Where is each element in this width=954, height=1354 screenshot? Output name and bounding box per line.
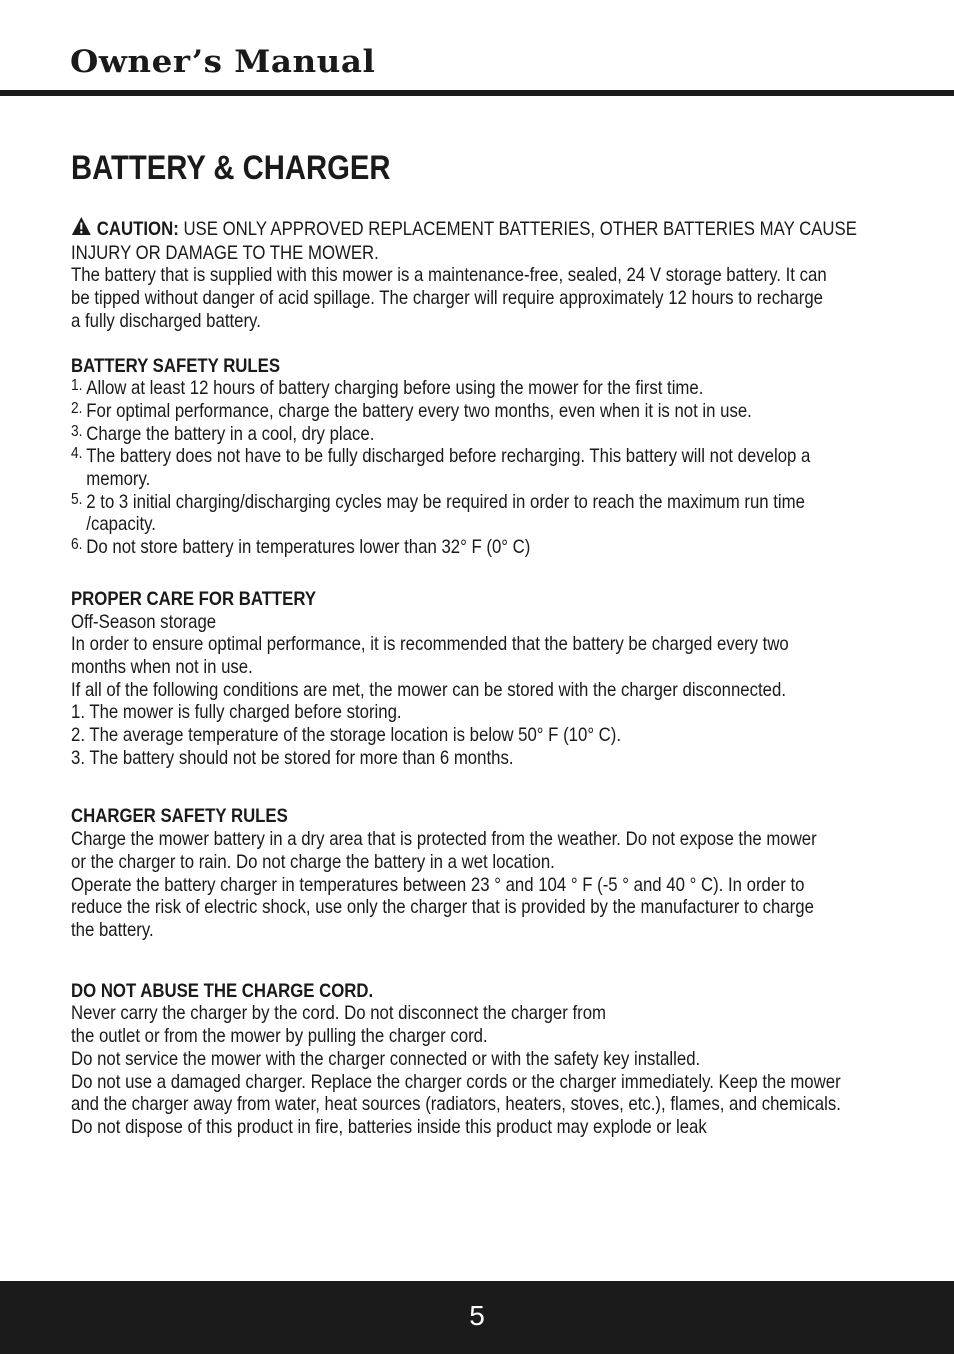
charger-safety-line: or the charger to rain. Do not charge the battery in a wet location. <box>71 850 555 873</box>
list-item <box>71 400 891 423</box>
list-item <box>71 377 891 400</box>
battery-care-line: months when not in use. <box>71 655 253 678</box>
page-number: 5 <box>469 1300 485 1331</box>
charger-safety-line: reduce the risk of electric shock, use only the charger that is provided by the manufacturer to charge <box>71 896 814 919</box>
battery-care-line: 1. The mower is fully charged before storing. <box>71 701 402 724</box>
list-item <box>71 423 891 446</box>
charge-cord-line: Do not service the mower with the charger connected or with the safety key installed. <box>71 1047 701 1070</box>
intro-paragraph <box>71 264 891 332</box>
caution-line-2: INJURY OR DAMAGE TO THE MOWER. <box>71 241 379 264</box>
list-item <box>71 445 891 490</box>
intro-line: be tipped without danger of acid spillage. The charger will require approximately 12 hours to recharge <box>71 287 823 310</box>
list-item <box>71 536 891 559</box>
battery-safety-rules <box>71 355 891 559</box>
battery-care-line: Off-Season storage <box>71 610 217 633</box>
caution-line-1 <box>71 216 891 242</box>
manual-title: Owner’s Manual <box>70 44 376 80</box>
charger-safety-heading: CHARGER SAFETY RULES <box>71 805 288 828</box>
list-text-line: 2 to 3 initial charging/discharging cycles may be required in order to reach the maximum run time <box>86 490 805 513</box>
charge-cord-line: the outlet or from the mower by pulling the charger cord. <box>71 1025 488 1048</box>
battery-care-line: In order to ensure optimal performance, it is recommended that the battery be charged every two <box>71 633 789 656</box>
caution-label: CAUTION: <box>96 218 179 240</box>
battery-care-line: 2. The average temperature of the storage location is below 50° F (10° C). <box>71 724 622 747</box>
list-text-line: memory. <box>86 468 151 491</box>
charger-safety-line: Operate the battery charger in temperatures between 23 ° and 104 ° F (-5 ° and 40 ° C). In order to <box>71 873 805 896</box>
charger-safety-line: Charge the mower battery in a dry area that is protected from the weather. Do not expose the mower <box>71 828 817 851</box>
list-text: Do not store battery in temperatures lower than 32° F (0° C) <box>86 536 531 559</box>
charge-cord-line: Never carry the charger by the cord. Do not disconnect the charger from <box>71 1002 607 1025</box>
list-number: 2. <box>71 399 87 417</box>
page-content <box>71 146 857 1139</box>
charge-cord-line: Do not use a damaged charger. Replace the charger cords or the charger immediately. Keep the mower <box>71 1070 841 1093</box>
charger-safety-section <box>71 805 891 941</box>
charge-cord-line: Do not dispose of this product in fire, batteries inside this product may explode or leak <box>71 1115 707 1138</box>
list-text: Charge the battery in a cool, dry place. <box>86 422 375 445</box>
list-item <box>71 491 891 536</box>
list-number: 5. <box>71 490 87 508</box>
list-text: Allow at least 12 hours of battery charging before using the mower for the first time. <box>86 377 704 400</box>
caution-text: USE ONLY APPROVED REPLACEMENT BATTERIES, OTHER BATTERIES MAY CAUSE <box>178 218 857 240</box>
section-title: BATTERY & CHARGER <box>71 149 391 187</box>
battery-care-heading: PROPER CARE FOR BATTERY <box>71 587 317 610</box>
charge-cord-line: and the charger away from water, heat sources (radiators, heaters, stoves, etc.), flames, and chemicals. <box>71 1093 841 1116</box>
caution-block <box>71 216 891 264</box>
list-text: For optimal performance, charge the battery every two months, even when it is not in use. <box>86 399 752 422</box>
list-text-line: The battery does not have to be fully discharged before recharging. This battery will not develop a <box>86 445 811 468</box>
list-number: 1. <box>71 377 87 395</box>
list-text <box>86 445 890 490</box>
list-number: 6. <box>71 536 87 554</box>
charge-cord-section <box>71 980 891 1139</box>
intro-line: a fully discharged battery. <box>71 309 261 332</box>
battery-care-line: If all of the following conditions are met, the mower can be stored with the charger disconnected. <box>71 678 786 701</box>
battery-care-section <box>71 588 891 770</box>
list-text-line: /capacity. <box>86 513 156 536</box>
intro-line: The battery that is supplied with this mower is a maintenance-free, sealed, 24 V storage battery. It can <box>71 264 827 287</box>
header-rule <box>0 90 954 96</box>
list-number: 4. <box>71 445 87 463</box>
battery-safety-heading: BATTERY SAFETY RULES <box>71 354 281 377</box>
charge-cord-heading: DO NOT ABUSE THE CHARGE CORD. <box>71 979 374 1002</box>
list-text <box>86 491 890 536</box>
warning-triangle-icon <box>71 216 92 242</box>
charger-safety-line: the battery. <box>71 918 154 941</box>
battery-care-line: 3. The battery should not be stored for more than 6 months. <box>71 746 514 769</box>
list-number: 3. <box>71 422 87 440</box>
